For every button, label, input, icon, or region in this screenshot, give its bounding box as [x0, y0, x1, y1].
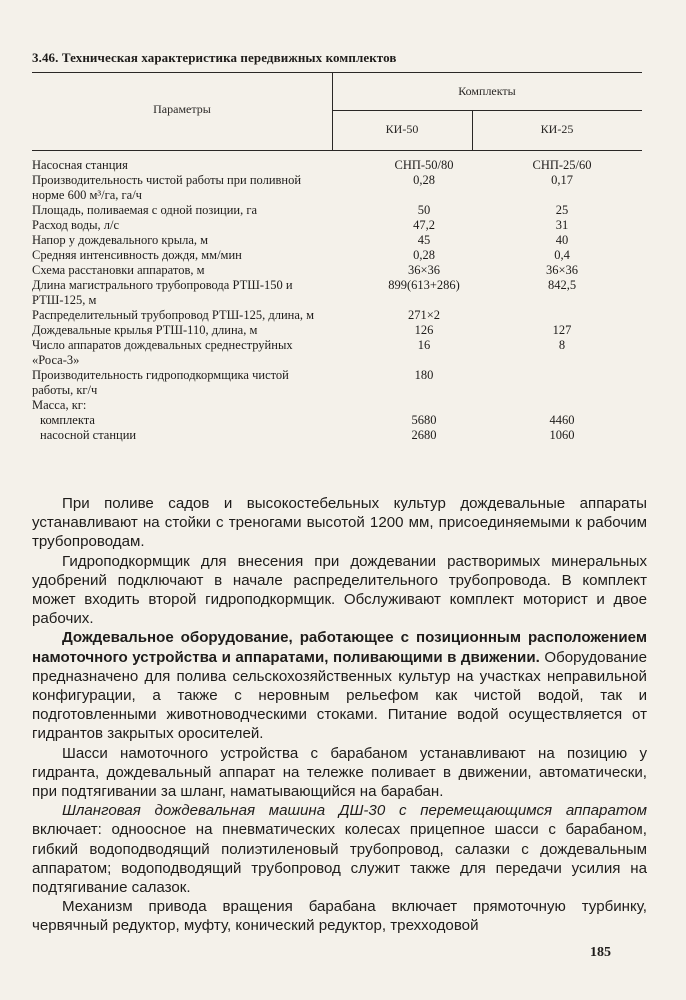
- parameter-cell: комплекта: [40, 413, 95, 427]
- ki50-value-cell: 126: [414, 323, 434, 337]
- parameter-cell: Расход воды, л/с: [32, 218, 120, 232]
- parameter-cell: Длина магистрального трубопровода РТШ-150 и РТШ-125, м: [32, 278, 293, 307]
- header-top-rule: [32, 72, 642, 73]
- table-header: [32, 72, 642, 151]
- ki50-value-cell: 271×2: [407, 308, 441, 322]
- ki50-value-cell: СНП-50/80: [394, 158, 454, 172]
- ki25-value-cell: 36×36: [545, 263, 579, 277]
- table-row: [32, 413, 652, 428]
- table-row: [32, 263, 652, 278]
- paragraph-1: При поливе садов и высокостебельных культур дождевальные аппараты устанавливают на стойки с треногами высотой 1200 мм, присоединяемыми к рабочим трубопроводам.: [32, 495, 647, 551]
- ki25-value-cell: СНП-25/60: [532, 158, 592, 172]
- parameter-cell: Напор у дождевального крыла, м: [32, 233, 209, 247]
- ki25-value-cell: 0,4: [554, 248, 570, 262]
- ki50-value-cell: 50: [417, 203, 431, 217]
- table-row: [32, 398, 652, 413]
- parameters-header: Параметры: [153, 102, 211, 116]
- parameter-cell: Производительность чистой работы при поливной норме 600 м³/га, га/ч: [32, 173, 302, 202]
- table-row: [32, 173, 652, 203]
- parameter-cell: Число аппаратов дождевальных среднеструйных «Роса-3»: [32, 338, 293, 367]
- ki50-value-cell: 2680: [411, 428, 437, 442]
- ki25-value-cell: 4460: [549, 413, 575, 427]
- header-bottom-rule: [32, 150, 642, 151]
- parameter-cell: насосной станции: [40, 428, 137, 442]
- kit-ki50-header: КИ-50: [385, 122, 419, 136]
- parameter-cell: Насосная станция: [32, 158, 128, 172]
- paragraph-5-italic: Шланговая дождевальная машина ДШ-30 с перемещающимся аппаратом: [62, 802, 647, 820]
- ki50-value-cell: 180: [414, 368, 434, 382]
- table-row: [32, 158, 652, 173]
- paragraph-2: Гидроподкормщик для внесения при дождевании растворимых минеральных удобрений подключают в начале распределительного трубопровода. В комплект может входить второй гидроподкормщик. Обслуживают комплект моторист и двое рабочих.: [32, 552, 647, 628]
- table-row: [32, 338, 652, 368]
- kits-header: Комплекты: [458, 84, 516, 98]
- ki25-value-cell: 31: [555, 218, 569, 232]
- ki25-value-cell: 1060: [549, 428, 575, 442]
- paragraph-3: [32, 628, 647, 743]
- table-row: [32, 428, 652, 443]
- parameter-cell: Масса, кг:: [32, 398, 87, 412]
- parameter-cell: Площадь, поливаемая с одной позиции, га: [32, 203, 258, 217]
- ki50-value-cell: 36×36: [407, 263, 441, 277]
- table-row: [32, 278, 652, 308]
- parameter-cell: Схема расстановки аппаратов, м: [32, 263, 205, 277]
- table-row: [32, 368, 652, 398]
- table-row: [32, 203, 652, 218]
- parameter-cell: Производительность гидроподкормщика чистой работы, кг/ч: [32, 368, 289, 397]
- ki25-value-cell: 40: [555, 233, 569, 247]
- kit-ki25-header: КИ-25: [540, 122, 574, 136]
- table-row: [32, 248, 652, 263]
- paragraph-3-rest: Оборудование предназначено для полива сельскохозяйственных культур на участках неправильной конфигурации, а также с неровным рельефом как чистой водой, так и подготовленными животноводческими стоками. Питание водой осуществляется от гидрантов закрытых оросителей.: [32, 648, 647, 743]
- parameter-cell: Распределительный трубопровод РТШ-125, длина, м: [32, 308, 315, 322]
- ki50-value-cell: 47,2: [413, 218, 435, 232]
- parameter-cell: Средняя интенсивность дождя, мм/мин: [32, 248, 242, 262]
- ki50-value-cell: 16: [417, 338, 431, 352]
- parameter-cell: Дождевальные крылья РТШ-110, длина, м: [32, 323, 258, 337]
- table-row: [32, 308, 652, 323]
- ki25-value-cell: 0,17: [551, 173, 573, 187]
- ki50-value-cell: 45: [417, 233, 431, 247]
- table-row: [32, 218, 652, 233]
- table-heading: 3.46. Техническая характеристика передвижных комплектов: [32, 50, 397, 65]
- ki50-value-cell: 5680: [411, 413, 437, 427]
- paragraph-4: Шасси намоточного устройства с барабаном устанавливают на позицию у гидранта, дождевальный аппарат на тележке поливает в движении, автоматически, при подтягивании за шланг, наматывающийся на барабан.: [32, 744, 647, 801]
- paragraph-3-bold: Дождевальное оборудование, работающее с позиционным расположением намоточного устройства и аппаратами, поливающими в движении.: [32, 629, 647, 666]
- paragraph-5: [32, 801, 647, 897]
- table-body: [32, 158, 652, 443]
- ki50-value-cell: 899(613+286): [388, 278, 460, 292]
- ki25-value-cell: 25: [555, 203, 569, 217]
- paragraph-6: Механизм привода вращения барабана включает прямоточную турбинку, червячный редуктор, муфту, конический редуктор, трехходовой: [32, 898, 647, 935]
- ki25-value-cell: 127: [552, 323, 572, 337]
- body-text: [32, 494, 647, 936]
- ki25-value-cell: 842,5: [547, 278, 577, 292]
- header-mid-rule: [332, 110, 642, 111]
- ki50-value-cell: 0,28: [413, 248, 435, 262]
- paragraph-5-rest: включает: одноосное на пневматических колесах прицепное шасси с барабаном, гибкий водоподводящий полиэтиленовый трубопровод, салазки с дождевальным аппаратом; водоподводящий трубопровод служит также для передачи усилия на подтягивание салазок.: [32, 821, 647, 897]
- table-row: [32, 233, 652, 248]
- ki25-value-cell: 8: [558, 338, 566, 352]
- ki50-value-cell: 0,28: [413, 173, 435, 187]
- page-number: 185: [590, 945, 611, 960]
- table-row: [32, 323, 652, 338]
